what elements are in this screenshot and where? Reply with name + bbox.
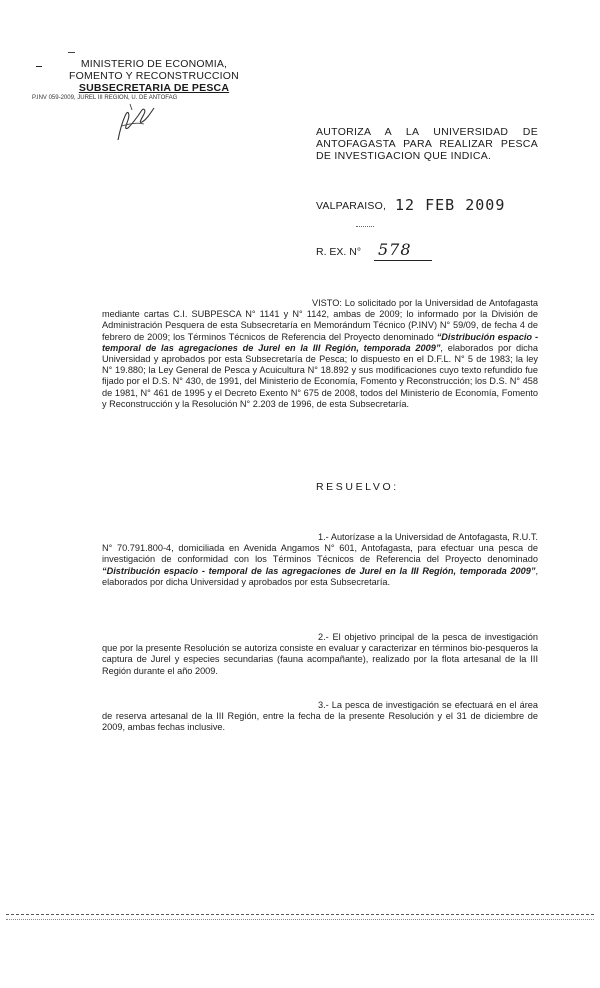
date-stamp: 12 FEB 2009 — [395, 196, 506, 214]
point-1-paragraph — [102, 532, 538, 588]
resolution-subject: AUTORIZA A LA UNIVERSIDAD DE ANTOFAGASTA PARA REALIZAR PESCA DE INVESTIGACION QUE INDICA. — [316, 126, 538, 162]
visto-paragraph — [102, 298, 538, 410]
resolution-number-value: 578 — [374, 240, 432, 261]
project-title: “Distribución espacio - temporal de las agregaciones de Jurel en la III Región, temporada 2009” — [102, 565, 536, 576]
point-1-text: 1.- Autorízase a la Universidad de Antofagasta, R.U.T. N° 70.791.800-4, domiciliada en Avenida Angamos N° 601, Antofagasta, para efectuar una pesca de investigación de conformidad con los Términos Técnicos de Referencia del Proyecto denominado — [102, 532, 538, 565]
resuelvo-heading: RESUELVO: — [316, 481, 399, 493]
project-title: “Distribución espacio - temporal de las agregaciones de Jurel en la III Región, temporada 2009” — [102, 331, 538, 353]
handwritten-initials — [108, 100, 164, 146]
point-2-text: 2.- El objetivo principal de la pesca de investigación que por la presente Resolución se autoriza consiste en evaluar y caracterizar en términos bio-pesqueros la captura de Jurel y especies secundarias (fauna acompañante), realizado por la flota artesanal de la III Región durante el año 2009. — [102, 632, 538, 676]
resolution-number-label: R. EX. N° — [316, 246, 362, 258]
letterhead — [32, 58, 254, 102]
ministry-name-cont: FOMENTO Y RECONSTRUCCION — [69, 70, 239, 82]
scan-mark — [36, 66, 42, 67]
visto-text-rest: , elaborados por dicha Universidad y aprobados por esta Subsecretaría de Pesca; lo dispuesto en el D.F.L. N° 5 de 1983; la ley N° 19.880; la Ley General de Pesca y Acuicultura N° 18.892 y sus modificaciones cuyo texto refundido fue fijado por el D.S. N° 430, de 1991, del Ministerio de Economía, Fomento y Reconstrucción; los D.S. N° 458 de 1981, N° 461 de 1995 y el Decreto Exento N° 675 de 2008, todos del Ministerio de Economía, Fomento y Reconstrucción y la Resolución N° 2.203 de 1996, de esta Subsecretaría. — [102, 342, 538, 409]
scan-edge-line — [6, 919, 594, 920]
point-1-text-rest: , elaborados por dicha Universidad y aprobados por esta Subsecretaría. — [102, 565, 538, 587]
subsecretaria-name: SUBSECRETARIA DE PESCA — [78, 82, 230, 94]
point-3-paragraph — [102, 700, 538, 734]
point-3-text: 3.- La pesca de investigación se efectuará en el área de reserva artesanal de la III Región, entre la fecha de la presente Resolución y el 31 de diciembre de 2009, ambas fechas inclusive. — [102, 700, 538, 733]
visto-text: VISTO: Lo solicitado por la Universidad de Antofagasta mediante cartas C.I. SUBPESCA N° 1141 y N° 1142, ambas de 2009; lo informado por la División de Administración Pesquera de esta Subsecretaría en Memorándum Técnico (P.INV) N° 59/09, de fecha 4 de febrero de 2009; los Términos Técnicos de Referencia del Proyecto denominado — [102, 298, 538, 342]
resolution-number — [316, 240, 432, 261]
place-and-date — [316, 196, 505, 214]
city: VALPARAISO, — [316, 200, 387, 212]
point-2-paragraph — [102, 632, 538, 677]
scan-mark — [68, 52, 75, 53]
file-reference: P.INV 059-2009, JUREL III REGION, U. DE ANTOFAG — [32, 95, 178, 101]
scan-edge-line — [6, 914, 594, 915]
ministry-name: MINISTERIO DE ECONOMIA, — [80, 58, 228, 70]
scan-mark — [356, 226, 374, 228]
